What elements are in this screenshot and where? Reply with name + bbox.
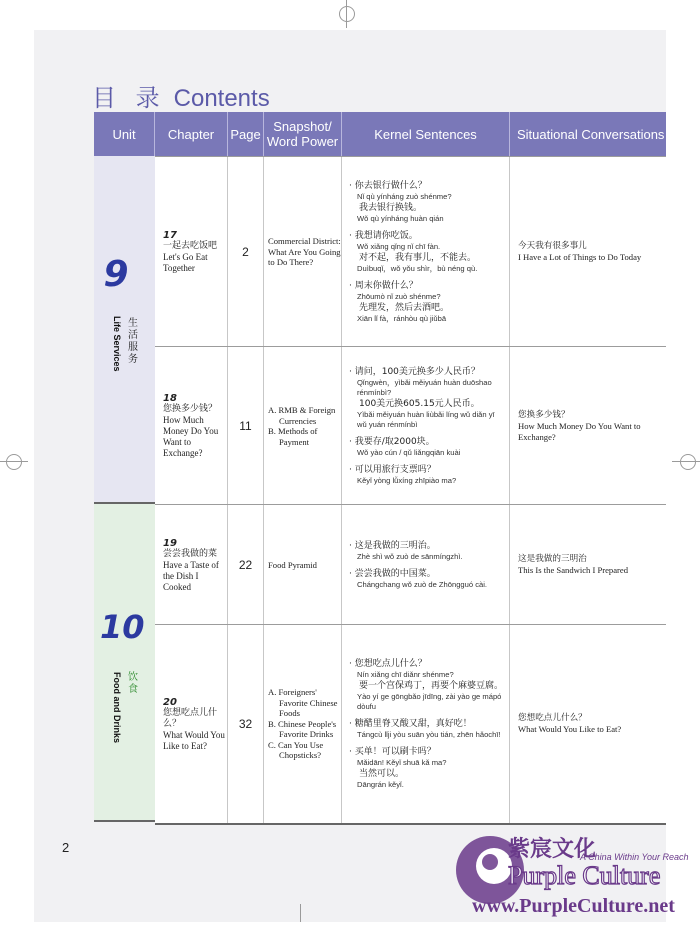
kernel-pinyin: Qǐngwèn，yìbǎi měiyuán huàn duōshao rénmínbì? — [357, 378, 492, 397]
snapshot-item: A. RMB & Foreign Currencies — [268, 405, 336, 426]
snapshot-item: B. Chinese People's Favorite Drinks — [268, 718, 337, 740]
kernel-pinyin: Wǒ yào cún / qǔ liǎngqiān kuài — [357, 448, 461, 457]
kernel-item — [349, 230, 506, 274]
chapter-number: 19 — [163, 537, 177, 549]
kernel-zh: · 尝尝我做的中国菜。 — [349, 569, 436, 579]
kernel-pinyin: Nín xiǎng chī diǎnr shénme? — [357, 670, 454, 679]
registration-mark-top — [339, 6, 355, 22]
title-zh: 目 录 — [92, 84, 166, 112]
chapter-en: What Would You Like to Eat? — [163, 729, 225, 751]
kernel-item — [349, 658, 506, 712]
chapter-number: 17 — [163, 230, 177, 241]
kernel-cell — [342, 347, 510, 505]
kernel-zh: · 周末你做什么？ — [349, 281, 418, 291]
chapter-number: 18 — [163, 393, 177, 404]
title-en: Contents — [173, 85, 270, 112]
snapshot-item: Commercial District: What Are You Going to Do There? — [268, 236, 341, 268]
chapter-zh: 一起去吃饭吧 — [163, 241, 218, 251]
kernel-pinyin: Yìbǎi měiyuán huàn liùbǎi líng wǔ diǎn yī wǔ yuán rénmínbì — [357, 410, 495, 429]
logo-brand: Purple Culture — [508, 861, 661, 890]
kernel-zh: · 您想吃点儿什么？ — [349, 659, 427, 669]
snapshot-cell — [264, 625, 342, 823]
kernel-item — [349, 568, 506, 590]
kernel-pinyin: Duìbuqǐ，wǒ yǒu shìr，bù néng qù. — [357, 264, 478, 273]
purple-culture-logo — [450, 826, 700, 922]
kernel-zh: · 我想请你吃饭。 — [349, 231, 418, 241]
snapshot-item: B. Methods of Payment — [268, 426, 318, 447]
kernel-item — [349, 746, 506, 790]
page-cell: 11 — [228, 347, 264, 505]
page-cell: 22 — [228, 505, 264, 625]
kernel-pinyin: Zhè shì wǒ zuò de sānmíngzhì. — [357, 552, 463, 561]
kernel-zh: · 可以用旅行支票吗？ — [349, 465, 436, 475]
logo-url: www.PurpleCulture.net — [472, 895, 675, 917]
unit-number: 10 — [100, 608, 145, 646]
kernel-zh: 100美元换605.15元人民币。 — [359, 399, 480, 409]
header-page: Page — [228, 112, 264, 156]
kernel-pinyin: Tángcù lǐji yòu suān yòu tián, zhēn hǎochī! — [357, 730, 501, 739]
kernel-zh: 先理发，然后去酒吧。 — [359, 303, 450, 313]
unit-number: 9 — [103, 254, 129, 295]
situational-cell — [510, 157, 666, 347]
kernel-cell — [342, 505, 510, 625]
chapter-cell — [155, 505, 228, 625]
header-chapter: Chapter — [155, 112, 228, 156]
header-situational: Situational Conversations — [510, 112, 666, 156]
kernel-pinyin: Chángchang wǒ zuò de Zhōngguó cài. — [357, 580, 488, 589]
kernel-zh: · 这是我做的三明治。 — [349, 541, 436, 551]
kernel-cell — [342, 157, 510, 347]
chapter-row-19 — [155, 504, 666, 625]
kernel-pinyin: Wǒ qù yínháng huàn qián — [357, 214, 444, 223]
kernel-zh: · 你去银行做什么？ — [349, 181, 427, 191]
kernel-pinyin: Dāngrán kěyǐ. — [357, 780, 404, 789]
page-number: 2 — [62, 840, 70, 855]
page-cell: 2 — [228, 157, 264, 347]
situational-cell — [510, 347, 666, 505]
header-snapshot: Snapshot/ Word Power — [264, 112, 342, 156]
kernel-pinyin: Kěyǐ yòng lǚxíng zhīpiào ma? — [357, 476, 457, 485]
kernel-item — [349, 280, 506, 324]
chapter-zh: 您想吃点儿什么？ — [163, 707, 218, 729]
situational-zh: 您换多少钱？ — [518, 409, 570, 420]
unit-zh: 生活服务 — [128, 318, 138, 365]
situational-zh: 这是我做的三明治 — [518, 554, 587, 564]
kernel-zh: · 我要存/取2000块。 — [349, 437, 435, 447]
kernel-item — [349, 718, 506, 740]
chapter-number: 20 — [163, 696, 177, 708]
kernel-zh: · 糖醋里脊又酸又甜，真好吃！ — [349, 719, 472, 729]
header-unit: Unit — [94, 112, 155, 156]
kernel-item — [349, 540, 506, 562]
kernel-cell — [342, 625, 510, 823]
kernel-pinyin: Zhōumò nǐ zuò shénme? — [357, 292, 441, 301]
kernel-pinyin: Mǎidān! Kěyǐ shuā kǎ ma? — [357, 758, 447, 767]
chapter-zh: 您换多少钱？ — [163, 404, 218, 414]
registration-mark-left — [6, 454, 22, 470]
unit-10 — [94, 504, 155, 822]
kernel-pinyin: Xiān lǐ fà，ránhòu qù jiǔbā — [357, 314, 447, 323]
kernel-item — [349, 436, 506, 458]
kernel-item — [349, 464, 506, 486]
unit-9 — [94, 156, 155, 504]
chapter-cell — [155, 625, 228, 823]
unit-en: Life Services — [112, 316, 122, 372]
page-title — [92, 78, 270, 113]
kernel-zh: 当然可以。 — [359, 769, 405, 779]
kernel-zh: · 买单！可以刷卡吗？ — [349, 747, 436, 757]
situational-en: I Have a Lot of Things to Do Today — [518, 252, 642, 262]
kernel-zh: 对不起，我有事儿，不能去。 — [359, 253, 477, 263]
snapshot-item: A. Foreigners' Favorite Chinese Foods — [268, 687, 338, 719]
chapter-cell — [155, 157, 228, 347]
kernel-zh: 我去银行换钱。 — [359, 203, 423, 213]
kernel-zh: 要一个宫保鸡丁，再要个麻婆豆腐。 — [359, 681, 504, 691]
chapter-row-20 — [155, 624, 666, 825]
situational-cell — [510, 505, 666, 625]
situational-en: What Would You Like to Eat? — [518, 724, 622, 734]
chapter-en: Have a Taste of the Dish I Cooked — [163, 559, 219, 592]
logo-graphic — [450, 826, 700, 922]
snapshot-item: C. Can You Use Chopsticks? — [268, 739, 324, 761]
logo-zh: 紫宸文化 — [508, 837, 597, 862]
snapshot-cell — [264, 157, 342, 347]
page-cell: 32 — [228, 625, 264, 823]
situational-en: How Much Money Do You Want to Exchange? — [518, 420, 641, 442]
kernel-zh: · 请问，100美元换多少人民币？ — [349, 367, 480, 377]
snapshot-item: Food Pyramid — [268, 559, 317, 570]
header-kernel: Kernel Sentences — [342, 112, 510, 156]
chapter-row-18 — [155, 346, 666, 505]
snapshot-cell — [264, 505, 342, 625]
crop-mark-bottom — [300, 904, 301, 922]
snapshot-cell — [264, 347, 342, 505]
kernel-item — [349, 366, 506, 430]
chapter-en: How Much Money Do You Want to Exchange? — [163, 415, 219, 458]
registration-mark-right — [680, 454, 696, 470]
chapter-row-17 — [155, 156, 666, 347]
unit-zh: 饮食 — [128, 672, 138, 695]
kernel-item — [349, 180, 506, 224]
logo-tagline: A China Within Your Reach — [580, 852, 689, 862]
chapter-cell — [155, 347, 228, 505]
kernel-pinyin: Yào yí ge gōngbǎo jīdīng, zài yào ge mápó dòufu — [357, 692, 502, 711]
situational-zh: 今天我有很多事儿 — [518, 241, 587, 251]
situational-en: This Is the Sandwich I Prepared — [518, 565, 629, 575]
kernel-pinyin: Wǒ xiǎng qǐng nǐ chī fàn. — [357, 242, 441, 251]
situational-zh: 您想吃点儿什么？ — [518, 713, 587, 723]
kernel-pinyin: Nǐ qù yínháng zuò shénme? — [357, 192, 452, 201]
chapter-en: Let's Go Eat Together — [163, 252, 208, 273]
situational-cell — [510, 625, 666, 823]
chapter-zh: 尝尝我做的菜 — [163, 548, 218, 559]
unit-en: Food and Drinks — [112, 672, 122, 744]
